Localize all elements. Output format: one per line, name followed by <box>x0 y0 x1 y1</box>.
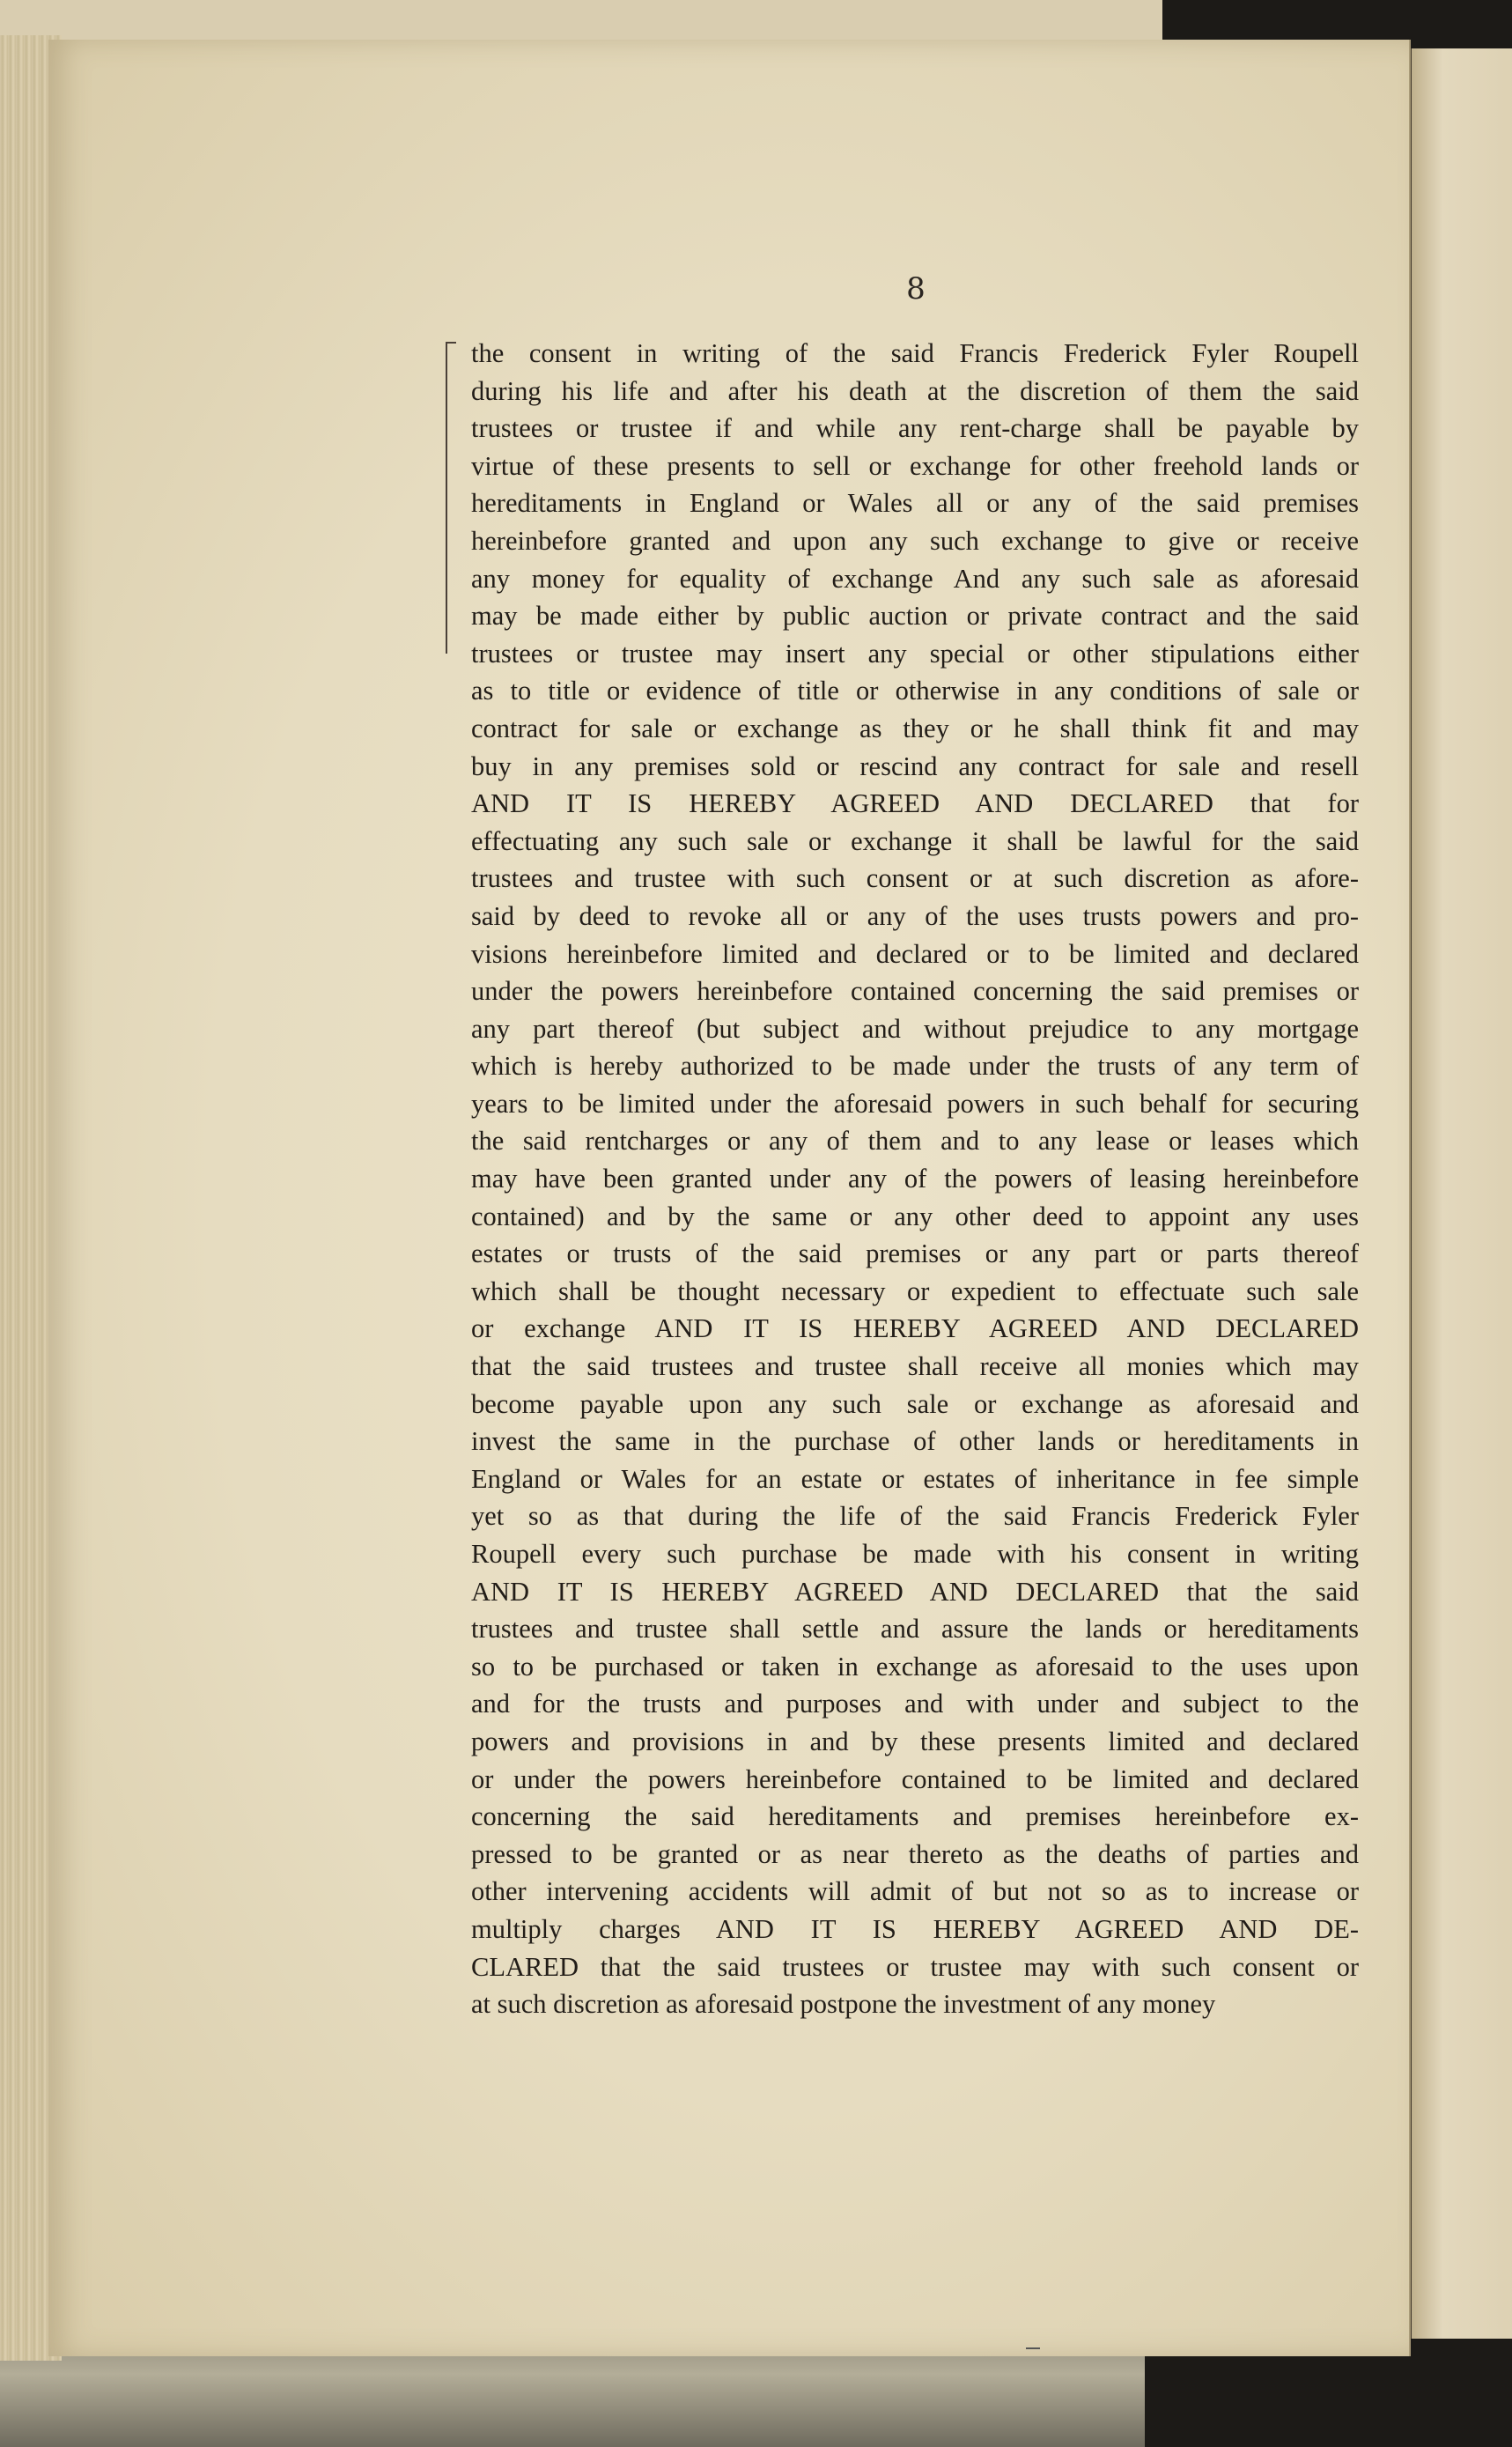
text-line: so to be purchased or taken in exchange as aforesaid to the uses upon <box>471 1651 1359 1682</box>
text-line: contract for sale or exchange as they or he shall think fit and may <box>471 713 1359 743</box>
text-line: that the said trustees and trustee shall receive all monies which may <box>471 1351 1359 1382</box>
text-line: trustees or trustee may insert any special or other stipulations either <box>471 638 1359 669</box>
text-line: effectuating any such sale or exchange it shall be lawful for the said <box>471 825 1359 856</box>
text-line: any money for equality of exchange And any such sale as aforesaid <box>471 563 1359 594</box>
page-number: 8 <box>906 271 926 307</box>
text-line: said by deed to revoke all or any of the uses trusts powers and pro- <box>471 900 1359 931</box>
text-line: hereditaments in England or Wales all or any of the said premises <box>471 488 1359 519</box>
text-line: virtue of these presents to sell or exchange for other freehold lands or <box>471 450 1359 481</box>
text-line: other intervening accidents will admit of but not so as to increase or <box>471 1876 1359 1907</box>
text-line: any part thereof (but subject and without prejudice to any mortgage <box>471 1013 1359 1044</box>
text-line: years to be limited under the aforesaid powers in such behalf for securing <box>471 1088 1359 1119</box>
text-line: which shall be thought necessary or expedient to effectuate such sale <box>471 1275 1359 1306</box>
text-line: the said rentcharges or any of them and to any lease or leases which <box>471 1126 1359 1157</box>
text-line: and for the trusts and purposes and with under and subject to the <box>471 1689 1359 1719</box>
text-line: contained) and by the same or any other deed to appoint any uses <box>471 1201 1359 1231</box>
bottom-tick-mark <box>1026 2347 1040 2349</box>
text-line: may have been granted under any of the powers of leasing hereinbefore <box>471 1164 1359 1194</box>
text-line: estates or trusts of the said premises or any part or parts thereof <box>471 1238 1359 1269</box>
text-line: AND IT IS HEREBY AGREED AND DECLARED that for <box>471 788 1359 819</box>
text-line: AND IT IS HEREBY AGREED AND DECLARED that the said <box>471 1576 1359 1607</box>
text-line: as to title or evidence of title or otherwise in any conditions of sale or <box>471 676 1359 706</box>
text-line: concerning the said hereditaments and premises hereinbefore ex- <box>471 1801 1359 1832</box>
text-line: trustees or trustee if and while any rent-charge shall be payable by <box>471 413 1359 444</box>
text-line: become payable upon any such sale or exchange as aforesaid and <box>471 1388 1359 1419</box>
text-line: buy in any premises sold or rescind any contract for sale and resell <box>471 750 1359 781</box>
text-line: trustees and trustee shall settle and assure the lands or hereditaments <box>471 1614 1359 1645</box>
text-line: during his life and after his death at the discretion of them the said <box>471 375 1359 406</box>
margin-bracket-mark <box>446 342 456 654</box>
text-line: the consent in writing of the said Francis Frederick Fyler Roupell <box>471 338 1359 368</box>
text-line: invest the same in the purchase of other lands or hereditaments in <box>471 1426 1359 1457</box>
text-line: Roupell every such purchase be made with his consent in writing <box>471 1539 1359 1569</box>
text-line: which is hereby authorized to be made under the trusts of any term of <box>471 1051 1359 1082</box>
text-line: CLARED that the said trustees or trustee may with such consent or <box>471 1951 1359 1982</box>
body-text <box>471 335 1359 2023</box>
text-line: England or Wales for an estate or estates of inheritance in fee simple <box>471 1463 1359 1494</box>
text-line: visions hereinbefore limited and declared or to be limited and declared <box>471 938 1359 969</box>
facing-page-edge <box>1409 48 1512 2339</box>
text-line: may be made either by public auction or private contract and the said <box>471 601 1359 632</box>
text-line: hereinbefore granted and upon any such exchange to give or receive <box>471 525 1359 556</box>
text-line: pressed to be granted or as near thereto as the deaths of parties and <box>471 1838 1359 1869</box>
text-line: yet so as that during the life of the said Francis Frederick Fyler <box>471 1501 1359 1532</box>
text-line: or under the powers hereinbefore contained to be limited and declared <box>471 1763 1359 1794</box>
text-line: or exchange AND IT IS HEREBY AGREED AND DECLARED <box>471 1313 1359 1344</box>
text-line: at such discretion as aforesaid postpone the investment of any money <box>471 1989 1216 2020</box>
text-line: powers and provisions in and by these presents limited and declared <box>471 1726 1359 1756</box>
text-line: trustees and trustee with such consent or at such discretion as afore- <box>471 863 1359 894</box>
text-line: multiply charges AND IT IS HEREBY AGREED AND DE- <box>471 1913 1359 1944</box>
text-line: under the powers hereinbefore contained concerning the said premises or <box>471 976 1359 1007</box>
